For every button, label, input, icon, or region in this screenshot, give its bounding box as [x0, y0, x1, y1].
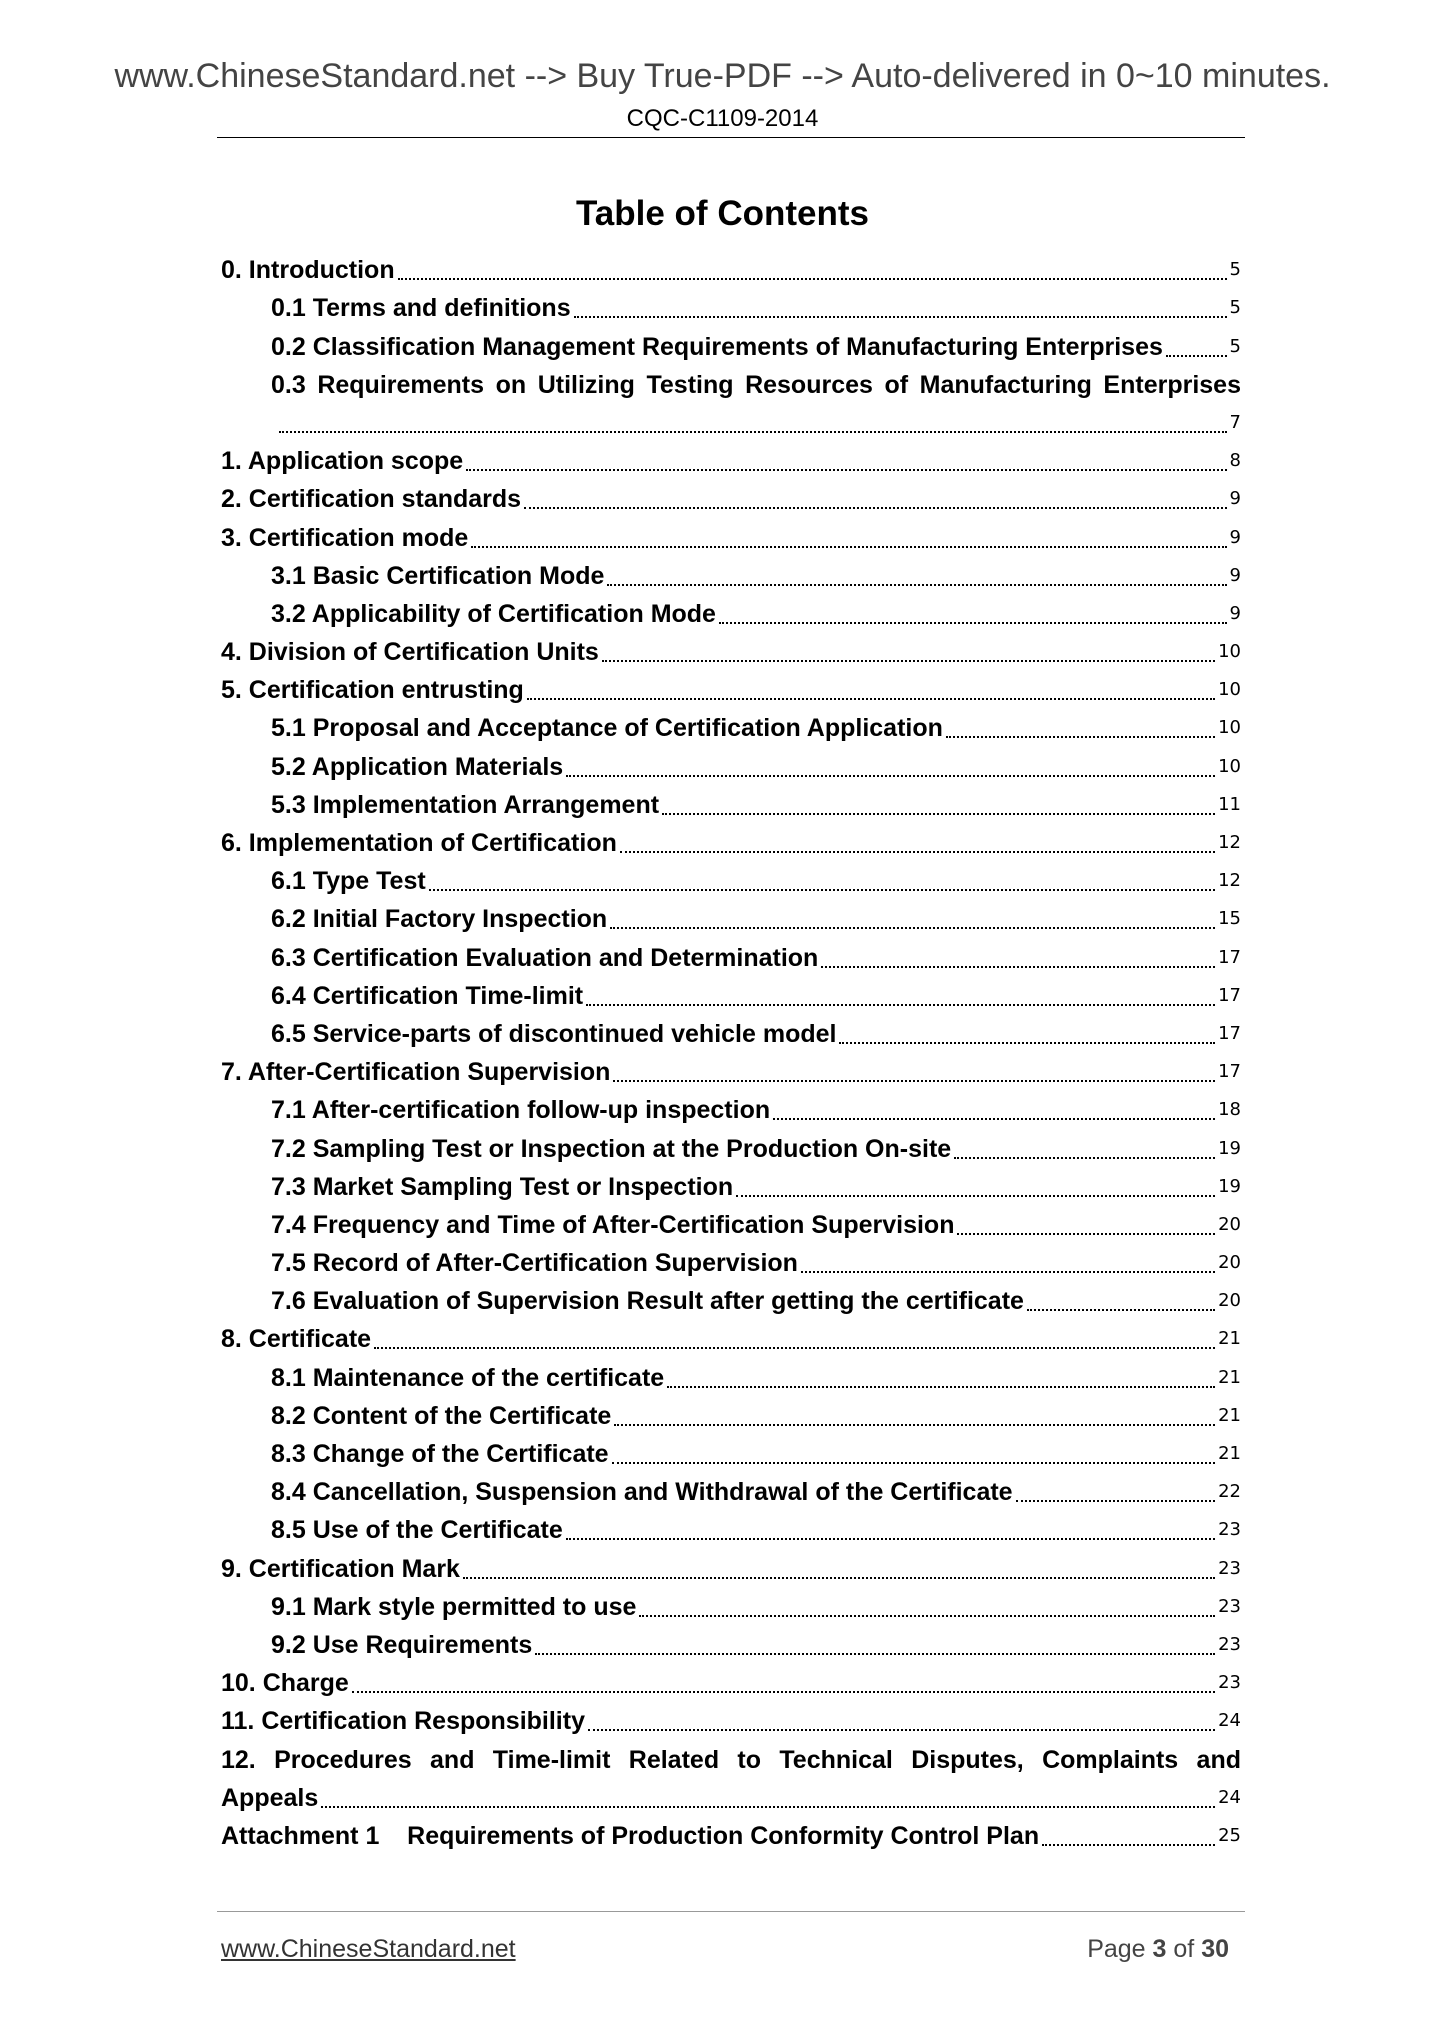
toc-entry-label: 0.2 Classification Management Requirements of Manufacturing Enterprises — [271, 332, 1163, 361]
dot-leader — [566, 775, 1215, 777]
dot-leader — [821, 966, 1215, 968]
dot-leader — [374, 1347, 1215, 1349]
toc-entry-label: 5. Certification entrusting — [221, 676, 524, 705]
toc-entry-page: 5 — [1229, 259, 1241, 281]
toc-entry-label: Appeals — [221, 1783, 319, 1812]
toc-entry-label: 9. Certification Mark — [221, 1554, 460, 1583]
toc-entry-page: 21 — [1218, 1404, 1241, 1426]
toc-entry[interactable] — [221, 1358, 1241, 1396]
toc-entry-page: 21 — [1218, 1443, 1241, 1464]
toc-entry-page: 17 — [1218, 1022, 1241, 1044]
dot-leader — [612, 1462, 1216, 1464]
toc-entry[interactable] — [221, 1511, 1241, 1549]
toc-entry[interactable] — [221, 1129, 1241, 1167]
toc-entry[interactable] — [221, 1053, 1241, 1091]
toc-entry-label: 5.3 Implementation Arrangement — [271, 790, 660, 819]
toc-entry-label: Attachment 1 Requirements of Production Conformity Control Plan — [221, 1821, 1040, 1850]
dot-leader — [524, 507, 1226, 509]
toc-entry[interactable] — [221, 1664, 1241, 1702]
toc-entry[interactable] — [221, 786, 1241, 824]
dot-leader — [773, 1118, 1215, 1120]
dot-leader — [954, 1157, 1215, 1159]
toc-entry-label: 7.2 Sampling Test or Inspection at the Production On-site — [271, 1134, 952, 1163]
dot-leader — [398, 278, 1227, 280]
dot-leader — [429, 889, 1215, 891]
toc-entry[interactable] — [221, 1435, 1241, 1473]
toc-entry-page: 9 — [1229, 602, 1241, 624]
dot-leader — [466, 469, 1226, 471]
toc-entry-label: 8.1 Maintenance of the certificate — [271, 1363, 665, 1392]
toc-entry-page: 9 — [1229, 488, 1241, 510]
toc-entry-page: 24 — [1218, 1710, 1241, 1732]
toc-entry-label: 11. Certification Responsibility — [221, 1707, 585, 1736]
toc-entry-label: 5.1 Proposal and Acceptance of Certification Application — [271, 714, 943, 743]
dot-leader — [321, 1806, 1215, 1808]
toc-entry-page: 23 — [1218, 1633, 1241, 1655]
toc-entry-label: 6.4 Certification Time-limit — [271, 981, 584, 1010]
toc-entry-page: 20 — [1218, 1213, 1241, 1235]
document-id: CQC-C1109-2014 — [626, 105, 819, 132]
toc-entry[interactable] — [221, 289, 1241, 327]
toc-entry-label: 6. Implementation of Certification — [221, 829, 617, 857]
page-current: 3 — [1152, 1935, 1167, 1963]
toc-entry-page: 25 — [1218, 1824, 1241, 1846]
toc-entry-label: 8. Certificate — [221, 1325, 372, 1354]
toc-entry-label: 8.5 Use of the Certificate — [271, 1516, 563, 1545]
dot-leader — [463, 1577, 1215, 1579]
toc-entry[interactable] — [221, 633, 1241, 671]
toc-entry-page: 17 — [1218, 1061, 1241, 1083]
dot-leader — [607, 584, 1226, 586]
toc-entry-label: 8.3 Change of the Certificate — [271, 1440, 609, 1468]
toc-entry-label: 3.2 Applicability of Certification Mode — [271, 599, 716, 628]
toc-entry-continuation[interactable] — [221, 1779, 1241, 1817]
toc-entry-label: 1. Application scope — [221, 447, 464, 476]
dot-leader — [667, 1386, 1215, 1388]
toc-entry-page: 10 — [1218, 641, 1241, 663]
dot-leader — [1166, 355, 1227, 357]
toc-entry[interactable] — [221, 1397, 1241, 1435]
dot-leader — [620, 851, 1215, 853]
dot-leader — [736, 1195, 1215, 1197]
toc-entry[interactable] — [221, 709, 1241, 747]
toc-entry[interactable] — [221, 1091, 1241, 1129]
toc-entry-page: 10 — [1218, 679, 1241, 701]
page-total: 30 — [1201, 1935, 1229, 1963]
toc-entry-label: 0. Introduction — [221, 256, 395, 285]
page-prefix: Page — [1087, 1935, 1153, 1963]
dot-leader — [1042, 1844, 1215, 1846]
footer-rule — [217, 1911, 1245, 1912]
toc-entry-page: 12 — [1218, 870, 1241, 892]
toc-entry[interactable] — [221, 938, 1241, 976]
toc-entry-page: 5 — [1229, 297, 1241, 319]
toc-entry-page: 20 — [1218, 1290, 1241, 1312]
toc-entry-page: 7 — [1229, 411, 1241, 433]
toc-entry-label: 7.4 Frequency and Time of After-Certification Supervision — [271, 1210, 955, 1239]
toc-entry[interactable] — [221, 327, 1241, 365]
toc-entry[interactable] — [221, 1549, 1241, 1587]
dot-leader — [471, 546, 1226, 548]
dot-leader — [614, 1424, 1215, 1426]
dot-leader — [719, 622, 1227, 624]
toc-entry-page: 8 — [1229, 450, 1241, 472]
toc-entry[interactable] — [221, 900, 1241, 938]
toc-entry-label: 7.1 After-certification follow-up inspection — [271, 1096, 771, 1125]
toc-entry-label: 7. After-Certification Supervision — [221, 1058, 611, 1087]
toc-entry[interactable] — [221, 1702, 1241, 1740]
toc-entry-page: 23 — [1218, 1519, 1241, 1541]
table-of-contents — [221, 251, 1241, 1855]
toc-entry[interactable] — [221, 595, 1241, 633]
dot-leader — [535, 1653, 1215, 1655]
dot-leader — [588, 1729, 1215, 1731]
toc-entry[interactable] — [221, 1740, 1241, 1778]
toc-entry-label: 6.5 Service-parts of discontinued vehicle model — [271, 1019, 837, 1048]
dot-leader — [566, 1538, 1215, 1540]
toc-entry-page: 22 — [1218, 1481, 1241, 1503]
toc-entry-page: 21 — [1218, 1366, 1241, 1388]
toc-entry[interactable] — [221, 1244, 1241, 1282]
toc-entry-label: 9.2 Use Requirements — [271, 1630, 533, 1659]
toc-entry-page: 9 — [1229, 526, 1241, 548]
dot-leader — [801, 1271, 1215, 1273]
toc-entry-label: 12. Procedures and Time-limit Related to Technical Disputes, Complaints and — [221, 1745, 1241, 1774]
toc-entry-label: 7.6 Evaluation of Supervision Result after getting the certificate — [271, 1287, 1024, 1316]
dot-leader — [1027, 1309, 1215, 1311]
toc-entry-page: 24 — [1218, 1786, 1241, 1808]
toc-entry[interactable] — [221, 366, 1241, 404]
toc-entry[interactable] — [221, 1588, 1241, 1626]
toc-entry[interactable] — [221, 862, 1241, 900]
toc-entry-page: 23 — [1218, 1672, 1241, 1694]
toc-entry-page: 20 — [1218, 1252, 1241, 1274]
page-of: of — [1166, 1935, 1202, 1963]
toc-entry-label: 2. Certification standards — [221, 485, 522, 514]
toc-entry-page: 15 — [1218, 908, 1241, 930]
toc-entry[interactable] — [221, 1320, 1241, 1358]
toc-entry-label: 9.1 Mark style permitted to use — [271, 1592, 637, 1621]
toc-entry-page: 21 — [1218, 1328, 1241, 1350]
toc-entry-label: 10. Charge — [221, 1669, 349, 1698]
dot-leader — [574, 316, 1227, 318]
toc-entry-label: 3. Certification mode — [221, 523, 469, 552]
toc-entry-page: 5 — [1229, 335, 1241, 357]
toc-entry-continuation[interactable] — [221, 404, 1241, 442]
dot-leader — [610, 927, 1215, 929]
toc-entry[interactable] — [221, 1473, 1241, 1511]
toc-entry[interactable] — [221, 1282, 1241, 1320]
toc-entry-page: 19 — [1218, 1175, 1241, 1197]
toc-entry[interactable] — [221, 977, 1241, 1015]
toc-entry-page: 10 — [1218, 755, 1241, 777]
toc-entry-page: 19 — [1218, 1137, 1241, 1159]
toc-entry[interactable] — [221, 442, 1241, 480]
toc-entry[interactable] — [221, 1626, 1241, 1664]
toc-entry-page: 11 — [1218, 793, 1241, 815]
toc-entry-label: 0.3 Requirements on Utilizing Testing Resources of Manufacturing Enterprises — [271, 370, 1241, 399]
dot-leader — [352, 1691, 1215, 1693]
toc-entry-label: 6.3 Certification Evaluation and Determination — [271, 943, 819, 972]
toc-entry-label: 8.4 Cancellation, Suspension and Withdrawal of the Certificate — [271, 1478, 1013, 1507]
toc-entry-label: 8.2 Content of the Certificate — [271, 1401, 612, 1430]
toc-entry[interactable] — [221, 671, 1241, 709]
site-link[interactable]: www.ChineseStandard.net — [221, 1935, 516, 1963]
toc-entry-page: 23 — [1218, 1595, 1241, 1617]
toc-entry-label: 5.2 Application Materials — [271, 752, 564, 781]
dot-leader — [602, 660, 1215, 662]
toc-entry-page: 18 — [1218, 1099, 1241, 1121]
dot-leader — [662, 813, 1215, 815]
toc-entry[interactable] — [221, 824, 1241, 862]
toc-entry-label: 3.1 Basic Certification Mode — [271, 561, 605, 590]
toc-entry[interactable] — [221, 1206, 1241, 1244]
toc-entry-page: 9 — [1229, 564, 1241, 586]
dot-leader — [839, 1042, 1215, 1044]
toc-entry[interactable] — [221, 1015, 1241, 1053]
header-rule — [217, 137, 1245, 138]
toc-entry-label: 6.2 Initial Factory Inspection — [271, 905, 608, 934]
toc-entry-label: 0.1 Terms and definitions — [271, 294, 571, 323]
page-title: Table of Contents — [576, 194, 869, 233]
dot-leader — [946, 736, 1215, 738]
toc-entry[interactable] — [221, 1168, 1241, 1206]
toc-entry-label: 7.3 Market Sampling Test or Inspection — [271, 1172, 734, 1201]
toc-entry-label: 4. Division of Certification Units — [221, 638, 599, 667]
page-number — [1087, 1934, 1229, 1964]
toc-entry-page: 23 — [1218, 1557, 1241, 1579]
toc-entry[interactable] — [221, 518, 1241, 556]
dot-leader — [957, 1233, 1215, 1235]
toc-entry-page: 17 — [1218, 946, 1241, 968]
toc-entry[interactable] — [221, 557, 1241, 595]
dot-leader — [639, 1615, 1215, 1617]
toc-entry-label: 7.5 Record of After-Certification Supervision — [271, 1249, 798, 1278]
toc-entry[interactable] — [221, 251, 1241, 289]
toc-entry[interactable] — [221, 480, 1241, 518]
toc-entry-page: 12 — [1218, 832, 1241, 853]
dot-leader — [527, 698, 1215, 700]
toc-entry-label: 6.1 Type Test — [271, 867, 426, 896]
dot-leader — [279, 431, 1227, 433]
toc-entry-page: 17 — [1218, 984, 1241, 1006]
dot-leader — [586, 1004, 1215, 1006]
dot-leader — [1016, 1500, 1216, 1502]
toc-entry-page: 10 — [1218, 717, 1241, 739]
toc-entry[interactable] — [221, 747, 1241, 785]
toc-entry[interactable] — [221, 1817, 1241, 1855]
dot-leader — [613, 1080, 1215, 1082]
site-banner: www.ChineseStandard.net --> Buy True-PDF --> Auto-delivered in 0~10 minutes. — [114, 57, 1331, 95]
